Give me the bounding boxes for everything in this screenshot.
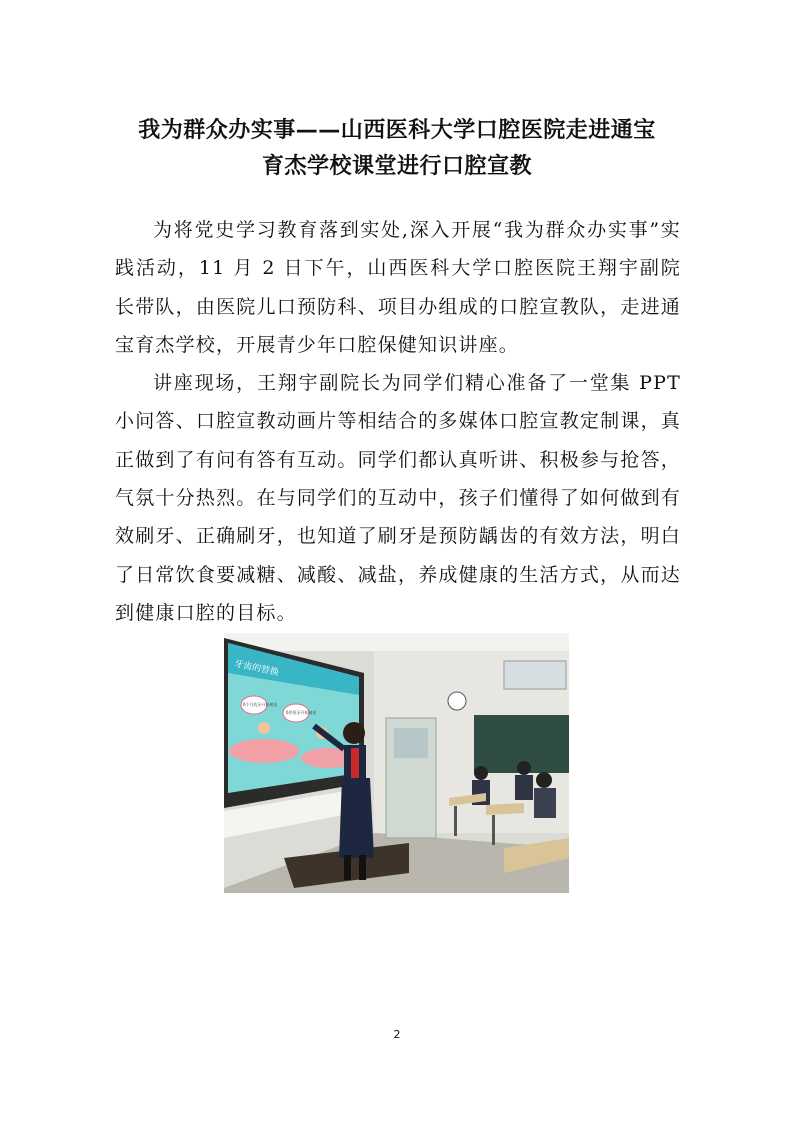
article-body — [115, 211, 681, 632]
page-number: 2 — [393, 1028, 401, 1041]
classroom-photo — [224, 633, 569, 893]
paragraph-2: 讲座现场，王翔宇副院长为同学们精心准备了一堂集 PPT 小问答、口腔宣教动画片等相结合的多媒体口腔宣教定制课，真正做到了有问有答有互动。同学们都认真听讲、积极参与抢答，气氛十分热烈。在与同学们的互动中，孩子们懂得了如何做到有效刷牙、正确刷牙，也知道了刷牙是预防龋齿的有效方法，明白了日常饮食要减糖、减酸、减盐，养成健康的生活方式，从而达到健康口腔的目标。 — [115, 372, 681, 624]
slide-bubble-1-text: 6个月乳牙开始萌出 — [243, 702, 278, 707]
article-title — [100, 113, 694, 185]
slide-heading-text: 牙齿的替换 — [233, 659, 280, 679]
slide-bubble-2-text: 6岁恒牙开始萌出 — [286, 710, 317, 715]
title-line-2: 育杰学校课堂进行口腔宣教 — [261, 153, 532, 179]
paragraph-1: 为将党史学习教育落到实处,深入开展“我为群众办实事”实践活动，11 月 2 日下午，山西医科大学口腔医院王翔宇副院长带队，由医院儿口预防科、项目办组成的口腔宣教队，走进通宝育杰学校，开展青少年口腔保健知识讲座。 — [115, 219, 681, 356]
title-line-1: 我为群众办实事——山西医科大学口腔医院走进通宝 — [138, 117, 656, 143]
